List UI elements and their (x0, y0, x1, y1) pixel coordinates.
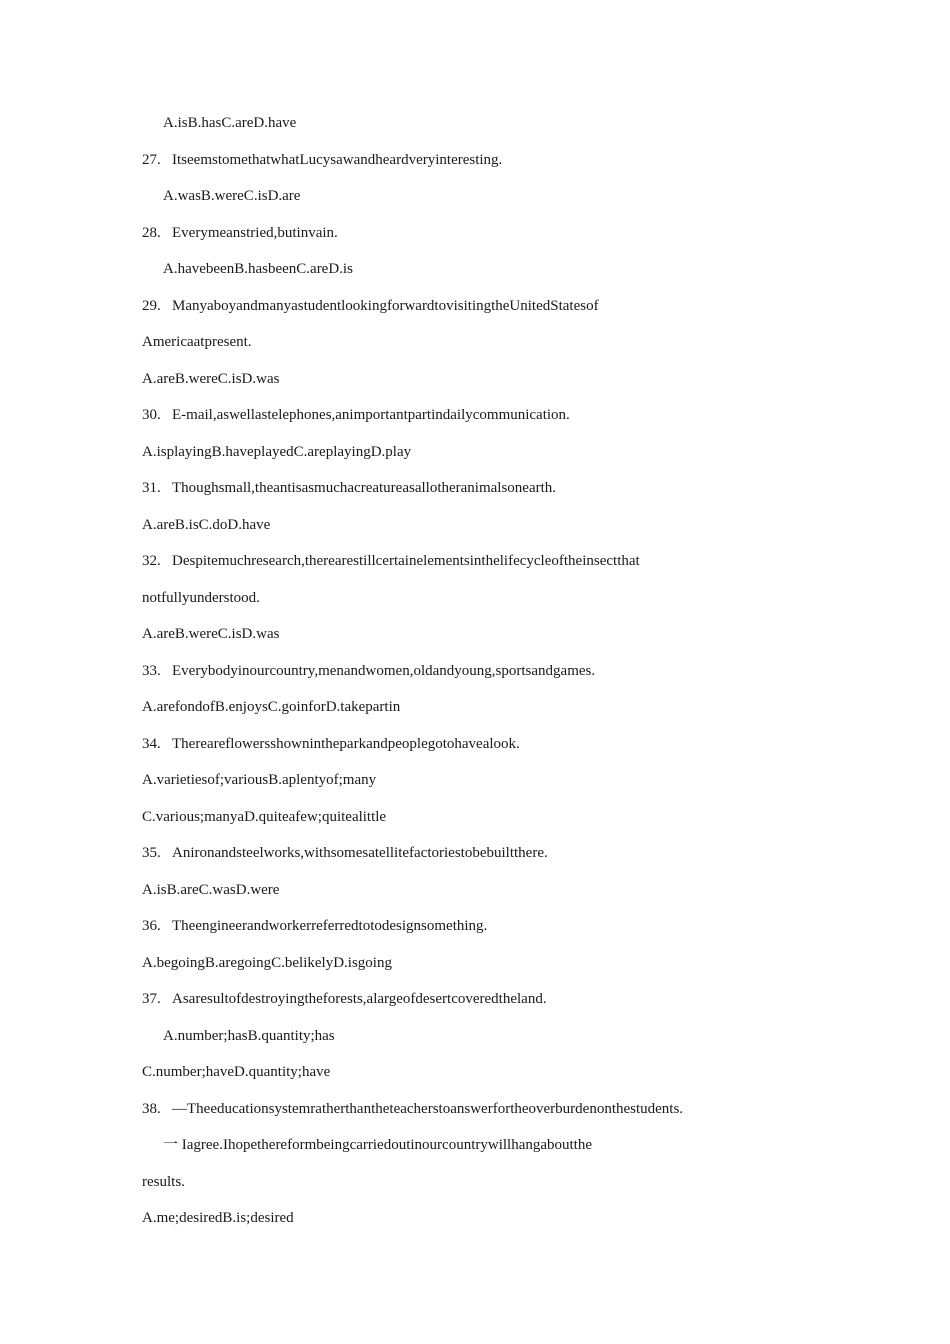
answer-options-line (142, 1025, 842, 1062)
answer-options-line (142, 1171, 842, 1208)
question-text: Everybodyinourcountry,menandwomen,oldandyoung,sportsandgames. (172, 662, 596, 679)
answer-options-line (142, 1134, 842, 1171)
option-text: A.me;desiredB.is;desired (142, 1210, 294, 1226)
question-text: Anironandsteelworks,withsomesatellitefactoriestobebuiltthere. (172, 845, 548, 861)
answer-options-line (142, 514, 842, 551)
question-stem (142, 733, 842, 770)
question-stem (142, 477, 842, 514)
option-text: A.number;hasB.quantity;has (163, 1027, 335, 1044)
answer-options-line (142, 952, 842, 989)
question-stem (142, 988, 842, 1025)
option-text: A.areB.wereC.isD.was (142, 626, 280, 642)
answer-options-line (142, 769, 842, 806)
question-stem (142, 550, 842, 587)
answer-options-line (142, 1207, 842, 1244)
question-stem (142, 149, 842, 186)
question-text: Theengineerandworkerreferredtotodesignsomething. (172, 918, 488, 934)
question-stem (142, 842, 842, 879)
question-text: ItseemstomethatwhatLucysawandheardveryinteresting. (172, 151, 503, 168)
option-text: C.number;haveD.quantity;have (142, 1064, 331, 1080)
question-list (142, 112, 842, 1244)
option-text: A.varietiesof;variousB.aplentyof;many (142, 772, 377, 788)
option-text: notfullyunderstood. (142, 589, 260, 606)
answer-options-line (142, 185, 842, 222)
answer-options-line (142, 441, 842, 478)
option-text: A.begoingB.aregoingC.belikelyD.isgoing (142, 954, 392, 971)
option-text: A.isB.areC.wasD.were (142, 881, 280, 898)
answer-options-line (142, 879, 842, 916)
question-number: 29. (142, 297, 161, 314)
option-text: A.havebeenB.hasbeenC.areD.is (163, 261, 353, 277)
question-number: 28. (142, 224, 161, 241)
answer-options-line (142, 623, 842, 660)
option-text: 一 Iagree.Ihopethereformbeingcarriedoutinourcountrywillhangaboutthe (163, 1137, 593, 1153)
question-stem (142, 1098, 842, 1135)
option-text: A.areB.isC.doD.have (142, 516, 271, 533)
question-text: —Theeducationsystemratherthantheteacherstoanswerfortheoverburdenonthestudents. (172, 1100, 684, 1117)
question-text: ManyaboyandmanyastudentlookingforwardtovisitingtheUnitedStatesof (172, 297, 599, 314)
option-text: C.various;manyaD.quiteafew;quitealittle (142, 808, 387, 825)
answer-options-line (142, 696, 842, 733)
answer-options-line (142, 258, 842, 295)
question-text: Thoughsmall,theantisasmuchacreatureasallotheranimalsonearth. (172, 480, 557, 496)
question-number: 30. (142, 407, 161, 423)
question-text: Despitemuchresearch,therearestillcertainelementsinthelifecycleoftheinsectthat (172, 553, 640, 569)
answer-options-line (142, 806, 842, 843)
option-text: A.arefondofB.enjoysC.goinforD.takepartin (142, 699, 401, 715)
option-text: Americaatpresent. (142, 334, 252, 350)
answer-options-line (142, 587, 842, 624)
question-stem (142, 660, 842, 697)
answer-options-line (142, 112, 842, 149)
answer-options-line (142, 1061, 842, 1098)
question-text: Thereareflowersshowninthepark​andpeoplegotohavealook. (172, 735, 520, 752)
answer-options-line (142, 368, 842, 405)
question-stem (142, 915, 842, 952)
question-number: 38. (142, 1100, 161, 1117)
question-number: 31. (142, 480, 161, 496)
question-number: 34. (142, 735, 161, 752)
option-text: A.wasB.wereC.isD.are (163, 188, 301, 204)
question-number: 32. (142, 553, 161, 569)
option-text: A.areB.wereC.isD.was (142, 370, 280, 387)
question-stem (142, 222, 842, 259)
answer-options-line (142, 331, 842, 368)
question-number: 37. (142, 991, 161, 1007)
question-text: Everymeanstried,butinvain. (172, 224, 338, 241)
question-stem (142, 295, 842, 332)
question-text: E-mail,aswellastelephones,animportantpartindailycommunication. (172, 407, 570, 423)
question-number: 27. (142, 151, 161, 168)
option-text: A.isplayingB.haveplayedC.areplayingD.play (142, 443, 412, 460)
question-text: Asaresultofdestroyingtheforests,alargeofdesertcoveredtheland. (172, 991, 547, 1007)
option-text: A.isB.hasC.areD.have (163, 115, 297, 131)
question-number: 36. (142, 918, 161, 934)
question-number: 35. (142, 845, 161, 861)
option-text: results. (142, 1173, 185, 1190)
question-number: 33. (142, 662, 161, 679)
question-stem (142, 404, 842, 441)
